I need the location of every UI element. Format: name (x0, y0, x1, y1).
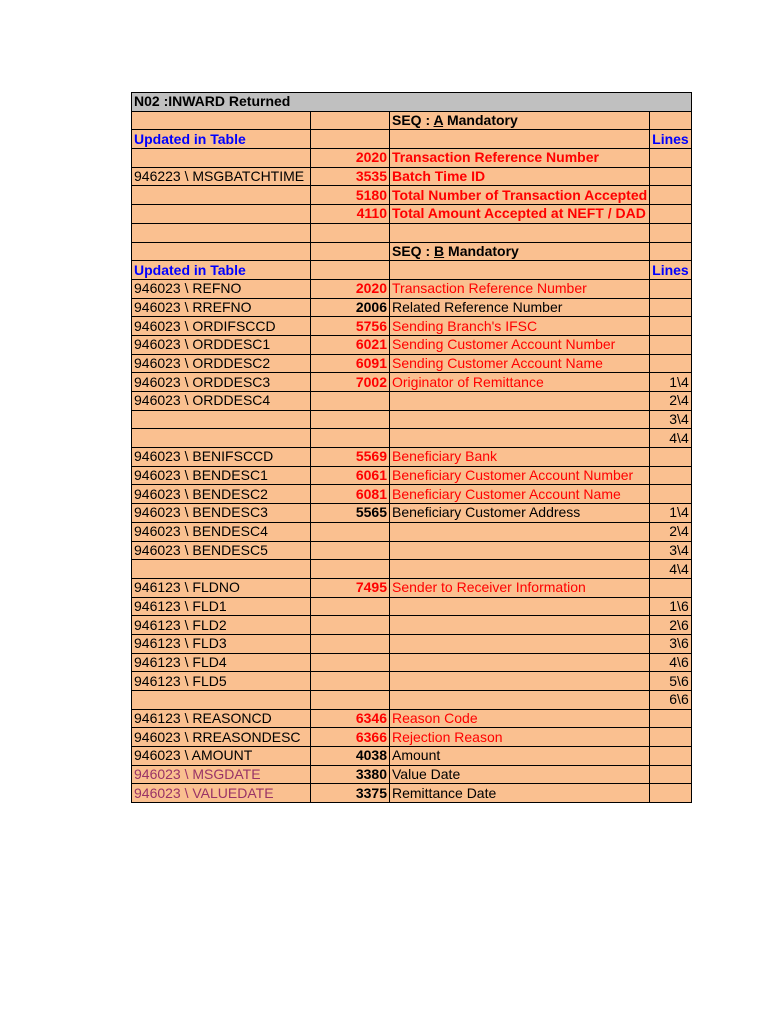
seq-a-header-row (132, 111, 692, 130)
field-description-cell (390, 560, 650, 579)
lines-header: Lines (650, 130, 692, 149)
table-row (132, 522, 692, 541)
field-description-cell: Total Number of Transaction Accepted (390, 186, 650, 205)
field-description-cell: Rejection Reason (390, 728, 650, 747)
table-row (132, 466, 692, 485)
seq-suffix: Mandatory (443, 112, 518, 129)
table-field-cell: 946023 \ AMOUNT (132, 747, 311, 766)
field-description-cell: Total Amount Accepted at NEFT / DAD (390, 205, 650, 224)
table-field-cell (132, 205, 311, 224)
field-code-cell: 6021 (311, 335, 390, 354)
table-field-cell: 946023 \ RREASONDESC (132, 728, 311, 747)
lines-cell: 6\6 (650, 691, 692, 710)
field-description-cell: Beneficiary Bank (390, 448, 650, 467)
field-code-cell: 3375 (311, 784, 390, 803)
field-code-cell: 5569 (311, 448, 390, 467)
table-row (132, 747, 692, 766)
field-description-cell: Sending Branch's IFSC (390, 317, 650, 336)
field-code-cell (311, 616, 390, 635)
field-code-cell (311, 522, 390, 541)
field-code-cell: 6061 (311, 466, 390, 485)
table-field-cell: 946123 \ FLD5 (132, 672, 311, 691)
field-description-cell: Beneficiary Customer Account Number (390, 466, 650, 485)
table-row (132, 335, 692, 354)
table-field-cell (132, 149, 311, 168)
table-field-cell: 946123 \ REASONCD (132, 709, 311, 728)
field-description-cell (390, 522, 650, 541)
field-code-cell (311, 653, 390, 672)
field-code-cell (311, 223, 390, 242)
field-code-cell: 7495 (311, 578, 390, 597)
table-row (132, 317, 692, 336)
table-field-cell: 946023 \ RREFNO (132, 298, 311, 317)
table-row (132, 485, 692, 504)
lines-header: Lines (650, 261, 692, 280)
lines-cell (650, 149, 692, 168)
table-row (132, 167, 692, 186)
field-code-cell: 2006 (311, 298, 390, 317)
field-description-cell (390, 597, 650, 616)
field-code-cell (311, 392, 390, 411)
table-field-cell: 946123 \ FLD2 (132, 616, 311, 635)
table-row (132, 504, 692, 523)
lines-cell: 2\4 (650, 522, 692, 541)
field-description-cell (390, 691, 650, 710)
field-description-cell: Sending Customer Account Number (390, 335, 650, 354)
table-row (132, 541, 692, 560)
cell (311, 261, 390, 280)
field-code-cell: 3535 (311, 167, 390, 186)
field-code-cell: 5180 (311, 186, 390, 205)
lines-cell: 4\6 (650, 653, 692, 672)
field-code-cell (311, 691, 390, 710)
table-row (132, 279, 692, 298)
lines-cell (650, 485, 692, 504)
table-field-cell: 946023 \ BENDESC3 (132, 504, 311, 523)
table-field-cell: 946023 \ ORDDESC1 (132, 335, 311, 354)
table-row (132, 784, 692, 803)
seq-prefix: SEQ : (392, 112, 434, 129)
table-field-cell (132, 429, 311, 448)
lines-cell: 2\4 (650, 392, 692, 411)
table-row (132, 392, 692, 411)
table-row (132, 223, 692, 242)
table-field-cell: 946023 \ BENDESC4 (132, 522, 311, 541)
cell (650, 242, 692, 261)
field-description-cell: Amount (390, 747, 650, 766)
table-row (132, 653, 692, 672)
lines-cell: 5\6 (650, 672, 692, 691)
title-row (132, 93, 692, 112)
cell (390, 130, 650, 149)
seq-b-label (390, 242, 650, 261)
field-description-cell: Remittance Date (390, 784, 650, 803)
lines-cell: 3\6 (650, 634, 692, 653)
seq-a-column-header-row (132, 130, 692, 149)
lines-cell (650, 728, 692, 747)
lines-cell (650, 317, 692, 336)
table-row (132, 149, 692, 168)
cell (311, 111, 390, 130)
field-description-cell: Batch Time ID (390, 167, 650, 186)
table-field-cell: 946123 \ FLDNO (132, 578, 311, 597)
field-description-cell: Sending Customer Account Name (390, 354, 650, 373)
field-description-cell (390, 392, 650, 411)
lines-cell (650, 448, 692, 467)
field-description-cell: Related Reference Number (390, 298, 650, 317)
lines-cell (650, 298, 692, 317)
field-description-cell: Beneficiary Customer Address (390, 504, 650, 523)
table-row (132, 410, 692, 429)
field-code-cell: 4110 (311, 205, 390, 224)
field-code-cell: 2020 (311, 279, 390, 298)
table-row (132, 728, 692, 747)
lines-cell: 1\6 (650, 597, 692, 616)
lines-cell: 4\4 (650, 429, 692, 448)
lines-cell (650, 784, 692, 803)
cell (311, 130, 390, 149)
field-code-cell (311, 560, 390, 579)
table-row (132, 205, 692, 224)
lines-cell (650, 747, 692, 766)
field-description-cell: Sender to Receiver Information (390, 578, 650, 597)
field-code-cell (311, 634, 390, 653)
table-field-cell: 946023 \ BENDESC2 (132, 485, 311, 504)
table-field-cell: 946123 \ FLD3 (132, 634, 311, 653)
field-description-cell (390, 410, 650, 429)
table-row (132, 298, 692, 317)
seq-b-header-row (132, 242, 692, 261)
field-code-cell (311, 410, 390, 429)
field-code-cell: 4038 (311, 747, 390, 766)
table-row (132, 672, 692, 691)
lines-cell: 1\4 (650, 504, 692, 523)
lines-cell (650, 335, 692, 354)
lines-cell (650, 205, 692, 224)
field-code-cell (311, 672, 390, 691)
table-row (132, 691, 692, 710)
table-row (132, 634, 692, 653)
table-row (132, 186, 692, 205)
field-code-cell: 2020 (311, 149, 390, 168)
table-row (132, 597, 692, 616)
field-description-cell (390, 541, 650, 560)
seq-suffix: Mandatory (444, 242, 519, 259)
table-field-cell: 946023 \ ORDDESC3 (132, 373, 311, 392)
table-field-cell: 946023 \ ORDDESC4 (132, 392, 311, 411)
field-code-cell: 5756 (311, 317, 390, 336)
table-field-cell (132, 223, 311, 242)
lines-cell (650, 354, 692, 373)
seq-letter: A (433, 112, 444, 129)
field-code-cell: 7002 (311, 373, 390, 392)
updated-in-table-header: Updated in Table (132, 130, 311, 149)
field-description-cell: Value Date (390, 765, 650, 784)
table-row (132, 429, 692, 448)
field-description-cell: Transaction Reference Number (390, 149, 650, 168)
table-field-cell: 946123 \ FLD4 (132, 653, 311, 672)
table-row (132, 578, 692, 597)
lines-cell (650, 279, 692, 298)
cell (132, 111, 311, 130)
cell (650, 111, 692, 130)
field-code-cell: 3380 (311, 765, 390, 784)
lines-cell (650, 223, 692, 242)
field-code-cell: 6091 (311, 354, 390, 373)
field-code-cell: 5565 (311, 504, 390, 523)
lines-cell (650, 709, 692, 728)
lines-cell: 1\4 (650, 373, 692, 392)
seq-letter: B (434, 242, 445, 259)
lines-cell (650, 167, 692, 186)
table-row (132, 448, 692, 467)
table-field-cell (132, 560, 311, 579)
field-description-cell (390, 223, 650, 242)
table-row (132, 354, 692, 373)
field-code-cell: 6346 (311, 709, 390, 728)
table-field-cell: 946223 \ MSGBATCHTIME (132, 167, 311, 186)
table-field-cell: 946023 \ ORDIFSCCD (132, 317, 311, 336)
table-field-cell: 946023 \ BENDESC5 (132, 541, 311, 560)
table-row (132, 560, 692, 579)
seq-b-column-header-row (132, 261, 692, 280)
table-row (132, 709, 692, 728)
seq-prefix: SEQ : (392, 242, 435, 259)
field-code-cell: 6366 (311, 728, 390, 747)
table-field-cell (132, 186, 311, 205)
field-code-cell (311, 541, 390, 560)
cell (132, 242, 311, 261)
field-description-cell: Reason Code (390, 709, 650, 728)
table-field-cell (132, 691, 311, 710)
field-description-cell (390, 429, 650, 448)
field-description-cell (390, 672, 650, 691)
lines-cell (650, 765, 692, 784)
lines-cell (650, 466, 692, 485)
updated-in-table-header: Updated in Table (132, 261, 311, 280)
table-field-cell: 946023 \ ORDDESC2 (132, 354, 311, 373)
field-description-cell: Beneficiary Customer Account Name (390, 485, 650, 504)
table-field-cell: 946023 \ REFNO (132, 279, 311, 298)
lines-cell: 3\4 (650, 541, 692, 560)
spreadsheet-body (132, 93, 692, 803)
field-description-cell: Transaction Reference Number (390, 279, 650, 298)
lines-cell: 4\4 (650, 560, 692, 579)
table-row (132, 765, 692, 784)
lines-cell (650, 186, 692, 205)
table-row (132, 373, 692, 392)
lines-cell: 2\6 (650, 616, 692, 635)
table-row (132, 616, 692, 635)
lines-cell (650, 578, 692, 597)
field-description-cell (390, 634, 650, 653)
lines-cell: 3\4 (650, 410, 692, 429)
cell (311, 242, 390, 261)
seq-a-label (390, 111, 650, 130)
spreadsheet-table (131, 92, 692, 803)
field-description-cell (390, 653, 650, 672)
cell (390, 261, 650, 280)
field-code-cell: 6081 (311, 485, 390, 504)
table-field-cell: 946023 \ MSGDATE (132, 765, 311, 784)
field-code-cell (311, 597, 390, 616)
field-description-cell (390, 616, 650, 635)
table-field-cell: 946023 \ VALUEDATE (132, 784, 311, 803)
field-code-cell (311, 429, 390, 448)
table-field-cell: 946023 \ BENDESC1 (132, 466, 311, 485)
table-field-cell: 946023 \ BENIFSCCD (132, 448, 311, 467)
sheet-title: N02 :INWARD Returned (132, 93, 692, 112)
table-field-cell: 946123 \ FLD1 (132, 597, 311, 616)
field-description-cell: Originator of Remittance (390, 373, 650, 392)
table-field-cell (132, 410, 311, 429)
